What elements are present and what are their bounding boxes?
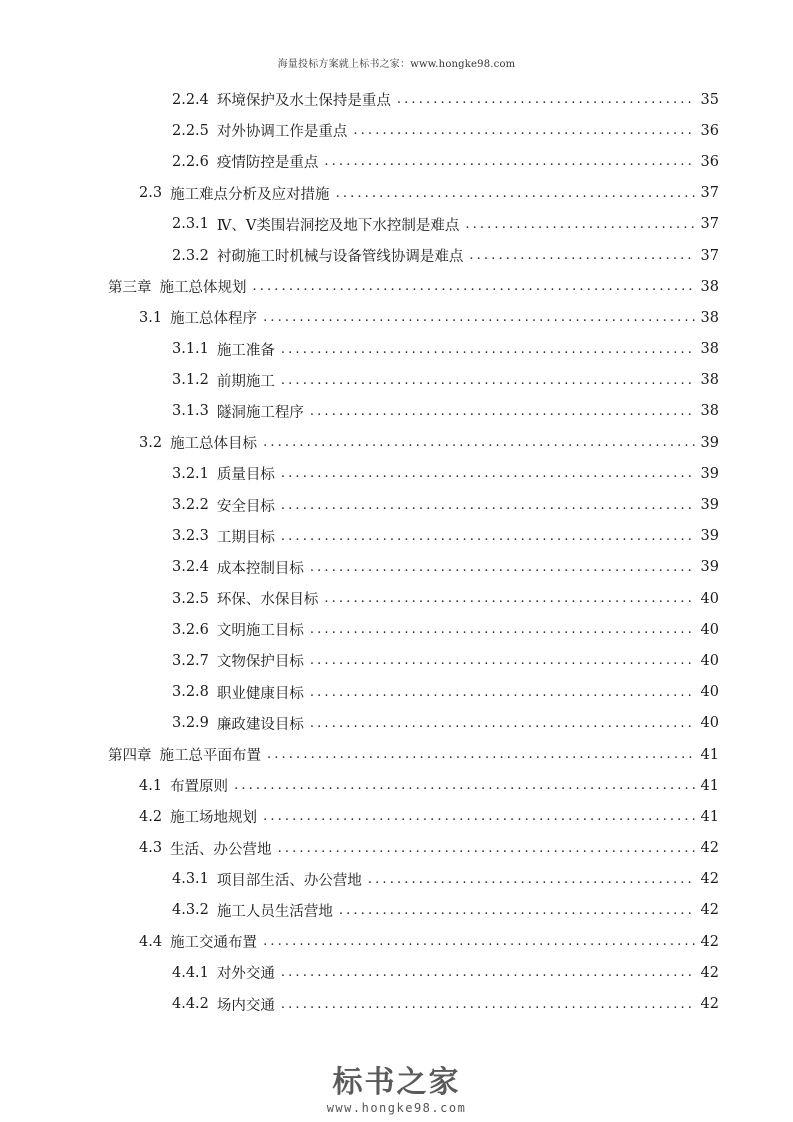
toc-entry-title: 安全目标 xyxy=(216,498,275,515)
toc-entry-page: 40 xyxy=(700,715,719,732)
toc-dot-leader xyxy=(310,404,695,419)
toc-entry-page: 36 xyxy=(700,122,719,139)
toc-dot-leader xyxy=(263,310,694,325)
toc-entry-page: 36 xyxy=(700,153,719,170)
toc-entry-title: 质量目标 xyxy=(216,467,275,484)
toc-entry[interactable] xyxy=(0,708,793,739)
toc-entry-title: 施工人员生活营地 xyxy=(216,903,333,920)
toc-entry-number: 2.2.6 xyxy=(172,153,209,170)
toc-entry-number: 4.4.1 xyxy=(172,964,209,981)
toc-entry-number: 4.1 xyxy=(139,777,163,794)
toc-entry-number: 3.2.3 xyxy=(172,528,209,545)
toc-entry[interactable] xyxy=(0,895,793,926)
toc-entry[interactable] xyxy=(0,302,793,333)
toc-entry[interactable] xyxy=(0,396,793,427)
toc-entry-page: 38 xyxy=(700,341,719,358)
toc-dot-leader xyxy=(281,529,695,544)
toc-entry-page: 38 xyxy=(700,309,719,326)
toc-entry-page: 40 xyxy=(700,652,719,669)
toc-dot-leader xyxy=(310,622,695,637)
toc-entry-page: 39 xyxy=(700,559,719,576)
toc-entry-page: 42 xyxy=(700,996,719,1013)
toc-dot-leader xyxy=(263,435,694,450)
toc-dot-leader xyxy=(324,154,694,169)
toc-entry-title: 廉政建设目标 xyxy=(216,716,304,733)
toc-entry-number: 3.1.2 xyxy=(172,372,209,389)
toc-entry[interactable] xyxy=(0,84,793,115)
toc-dot-leader xyxy=(263,809,694,824)
toc-entry[interactable] xyxy=(0,521,793,552)
toc-entry-page: 37 xyxy=(700,216,719,233)
toc-entry[interactable] xyxy=(0,240,793,271)
toc-entry[interactable] xyxy=(0,178,793,209)
toc-entry-number: 3.2.6 xyxy=(172,621,209,638)
toc-entry-number: 2.3.1 xyxy=(172,216,209,233)
toc-entry-page: 35 xyxy=(700,91,719,108)
toc-dot-leader xyxy=(324,591,694,606)
table-of-contents xyxy=(0,84,793,1020)
toc-entry-number: 3.2.9 xyxy=(172,715,209,732)
toc-entry-title: 施工总平面布置 xyxy=(159,748,261,765)
toc-entry-title: 施工总体规划 xyxy=(159,280,247,297)
toc-entry-page: 42 xyxy=(700,964,719,981)
footer-logo xyxy=(0,1066,793,1116)
toc-dot-leader xyxy=(263,934,694,949)
toc-dot-leader xyxy=(267,747,695,762)
toc-entry-title: 衬砌施工时机械与设备管线协调是难点 xyxy=(216,249,464,266)
toc-entry-number: 3.2.7 xyxy=(172,652,209,669)
toc-entry-title: 成本控制目标 xyxy=(216,560,304,577)
page-header: 海量投标方案就上标书之家：www.hongke98.com xyxy=(277,59,516,70)
toc-entry[interactable] xyxy=(0,645,793,676)
toc-entry-page: 39 xyxy=(700,528,719,545)
toc-entry[interactable] xyxy=(0,115,793,146)
toc-dot-leader xyxy=(278,841,695,856)
toc-dot-leader xyxy=(339,903,695,918)
toc-dot-leader xyxy=(310,560,695,575)
toc-entry[interactable] xyxy=(0,552,793,583)
toc-entry-number: 3.1.1 xyxy=(172,341,209,358)
toc-entry-title: 前期施工 xyxy=(216,373,275,390)
toc-entry[interactable] xyxy=(0,677,793,708)
toc-entry-page: 40 xyxy=(700,621,719,638)
toc-entry[interactable] xyxy=(0,988,793,1019)
toc-entry[interactable] xyxy=(0,271,793,302)
toc-entry-number: 3.1 xyxy=(139,309,163,326)
toc-entry-number: 3.2.2 xyxy=(172,497,209,514)
toc-entry-title: 对外协调工作是重点 xyxy=(216,124,348,141)
toc-entry-number: 4.4.2 xyxy=(172,996,209,1013)
toc-entry-title: Ⅳ、Ⅴ类围岩洞挖及地下水控制是难点 xyxy=(216,217,460,234)
toc-entry-number: 4.3.2 xyxy=(172,902,209,919)
toc-dot-leader xyxy=(310,653,695,668)
toc-dot-leader xyxy=(353,123,694,138)
toc-entry-page: 40 xyxy=(700,684,719,701)
toc-entry-page: 42 xyxy=(700,933,719,950)
toc-dot-leader xyxy=(234,778,694,793)
toc-dot-leader xyxy=(397,92,695,107)
toc-dot-leader xyxy=(281,997,695,1012)
toc-entry[interactable] xyxy=(0,365,793,396)
toc-entry-page: 42 xyxy=(700,840,719,857)
toc-dot-leader xyxy=(281,498,695,513)
toc-entry-page: 39 xyxy=(700,497,719,514)
toc-entry-number: 4.4 xyxy=(139,933,163,950)
toc-entry-page: 41 xyxy=(700,808,719,825)
toc-entry-number: 4.2 xyxy=(139,808,163,825)
toc-entry-title: 施工难点分析及应对措施 xyxy=(170,186,330,203)
toc-entry[interactable] xyxy=(0,801,793,832)
toc-entry[interactable] xyxy=(0,770,793,801)
toc-entry-page: 41 xyxy=(700,746,719,763)
toc-entry-page: 39 xyxy=(700,434,719,451)
logo-url: www.hongke98.com xyxy=(326,1101,467,1115)
toc-entry[interactable] xyxy=(0,614,793,645)
toc-entry-title: 施工准备 xyxy=(216,342,275,359)
toc-dot-leader xyxy=(281,466,695,481)
toc-dot-leader xyxy=(310,716,695,731)
toc-entry[interactable] xyxy=(0,926,793,957)
toc-entry[interactable] xyxy=(0,957,793,988)
toc-entry-number: 3.2 xyxy=(139,434,163,451)
toc-entry-title: 职业健康目标 xyxy=(216,685,304,702)
toc-dot-leader xyxy=(281,342,695,357)
toc-entry[interactable] xyxy=(0,583,793,614)
toc-entry-page: 39 xyxy=(700,465,719,482)
toc-entry-page: 38 xyxy=(700,278,719,295)
toc-entry-title: 布置原则 xyxy=(170,779,229,796)
toc-entry[interactable] xyxy=(0,427,793,458)
toc-entry-number: 4.3.1 xyxy=(172,871,209,888)
toc-dot-leader xyxy=(310,685,695,700)
toc-entry[interactable] xyxy=(0,458,793,489)
toc-entry[interactable] xyxy=(0,833,793,864)
toc-entry-title: 环境保护及水土保持是重点 xyxy=(216,93,391,110)
toc-entry-number: 4.3 xyxy=(139,840,163,857)
toc-entry[interactable] xyxy=(0,489,793,520)
toc-entry[interactable] xyxy=(0,864,793,895)
logo-text: 标书之家 xyxy=(332,1065,461,1100)
toc-entry-title: 环保、水保目标 xyxy=(216,592,319,609)
toc-entry-title: 施工总体程序 xyxy=(170,311,258,328)
toc-entry-title: 文明施工目标 xyxy=(216,623,304,640)
toc-entry-number: 2.3 xyxy=(139,185,163,202)
toc-entry-page: 42 xyxy=(700,902,719,919)
toc-entry-page: 40 xyxy=(700,590,719,607)
toc-entry-title: 疫情防控是重点 xyxy=(216,155,319,172)
toc-dot-leader xyxy=(281,373,695,388)
toc-dot-leader xyxy=(336,186,695,201)
toc-entry-number: 3.2.1 xyxy=(172,465,209,482)
toc-dot-leader xyxy=(469,248,694,263)
toc-entry-page: 37 xyxy=(700,185,719,202)
toc-entry-title: 文物保护目标 xyxy=(216,654,304,671)
toc-entry-title: 施工交通布置 xyxy=(170,935,258,952)
toc-entry-number: 3.1.3 xyxy=(172,403,209,420)
toc-entry-number: 第四章 xyxy=(108,748,152,765)
toc-entry-number: 2.2.5 xyxy=(172,122,209,139)
toc-dot-leader xyxy=(253,279,695,294)
toc-entry-title: 施工场地规划 xyxy=(170,810,258,827)
toc-entry[interactable] xyxy=(0,209,793,240)
toc-entry-title: 生活、办公营地 xyxy=(170,841,272,858)
toc-entry[interactable] xyxy=(0,739,793,770)
toc-entry-title: 工期目标 xyxy=(216,529,275,546)
toc-entry-number: 3.2.4 xyxy=(172,559,209,576)
toc-entry[interactable] xyxy=(0,334,793,365)
toc-entry-number: 2.3.2 xyxy=(172,247,209,264)
toc-dot-leader xyxy=(465,217,694,232)
toc-entry-number: 3.2.5 xyxy=(172,590,209,607)
toc-entry-page: 38 xyxy=(700,403,719,420)
toc-entry-page: 42 xyxy=(700,871,719,888)
toc-entry-page: 41 xyxy=(700,777,719,794)
toc-entry-title: 施工总体目标 xyxy=(170,436,258,453)
toc-entry-title: 项目部生活、办公营地 xyxy=(216,872,362,889)
toc-dot-leader xyxy=(281,965,695,980)
toc-entry-title: 场内交通 xyxy=(216,997,275,1014)
toc-entry-number: 第三章 xyxy=(108,280,152,297)
toc-entry-number: 2.2.4 xyxy=(172,91,209,108)
toc-entry[interactable] xyxy=(0,146,793,177)
toc-entry-number: 3.2.8 xyxy=(172,684,209,701)
toc-entry-title: 隧洞施工程序 xyxy=(216,404,304,421)
toc-entry-page: 38 xyxy=(700,372,719,389)
toc-entry-title: 对外交通 xyxy=(216,966,275,983)
toc-entry-page: 37 xyxy=(700,247,719,264)
toc-dot-leader xyxy=(368,872,695,887)
